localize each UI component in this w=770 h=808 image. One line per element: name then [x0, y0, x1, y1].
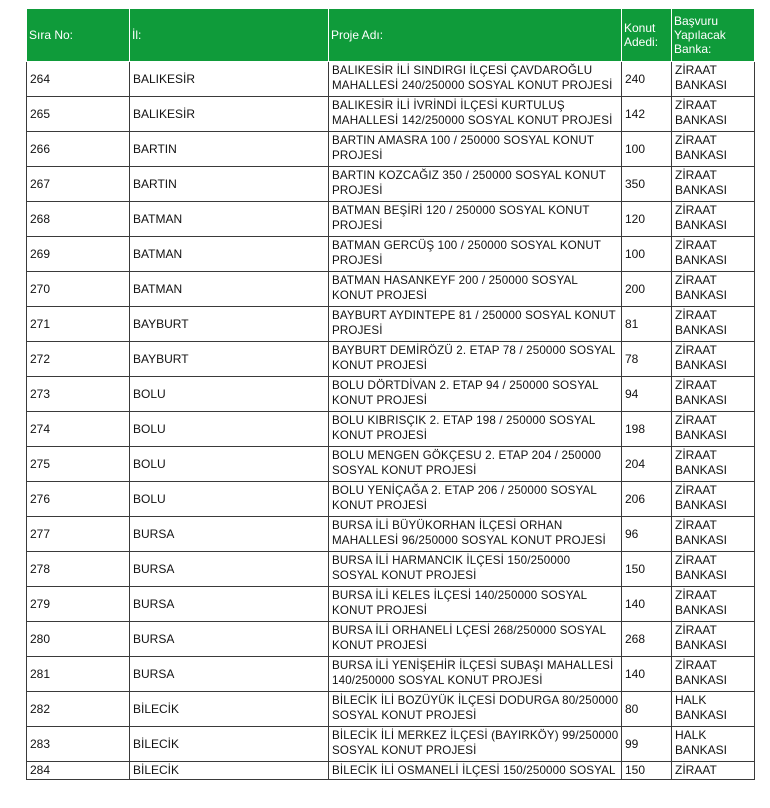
cell-banka: ZİRAAT BANKASI: [672, 622, 755, 657]
table-row: [27, 447, 755, 482]
cell-sira: 275: [27, 447, 130, 482]
cell-banka: ZİRAAT BANKASI: [672, 342, 755, 377]
cell-banka: HALK BANKASI: [672, 727, 755, 762]
table-row: [27, 167, 755, 202]
cell-sira: 284: [27, 762, 130, 780]
cell-proje: BİLECİK İLİ BOZÜYÜK İLÇESİ DODURGA 80/250000 SOSYAL KONUT PROJESİ: [329, 692, 622, 727]
cell-proje: BOLU KIBRISÇIK 2. ETAP 198 / 250000 SOSYAL KONUT PROJESİ: [329, 412, 622, 447]
cell-banka: ZİRAAT BANKASI: [672, 237, 755, 272]
header-il: İl:: [130, 9, 329, 62]
table-row: [27, 307, 755, 342]
cell-banka: ZİRAAT BANKASI: [672, 517, 755, 552]
cell-adet: 94: [622, 377, 672, 412]
cell-adet: 140: [622, 587, 672, 622]
cell-adet: 142: [622, 97, 672, 132]
cell-banka: ZİRAAT BANKASI: [672, 202, 755, 237]
header-row: [27, 9, 755, 62]
cell-banka: ZİRAAT BANKASI: [672, 482, 755, 517]
cell-banka: ZİRAAT BANKASI: [672, 552, 755, 587]
cell-adet: 78: [622, 342, 672, 377]
cell-proje: BARTIN KOZCAĞIZ 350 / 250000 SOSYAL KONUT PROJESİ: [329, 167, 622, 202]
header-konut-adedi: Konut Adedi:: [622, 9, 672, 62]
cell-adet: 150: [622, 762, 672, 780]
cell-il: BALIKESİR: [130, 62, 329, 97]
cell-il: BURSA: [130, 657, 329, 692]
table-header: [27, 9, 755, 62]
cell-banka: ZİRAAT BANKASI: [672, 97, 755, 132]
cell-adet: 100: [622, 132, 672, 167]
cell-banka: HALK BANKASI: [672, 692, 755, 727]
cell-adet: 81: [622, 307, 672, 342]
cell-adet: 204: [622, 447, 672, 482]
cell-sira: 273: [27, 377, 130, 412]
table-body: [27, 62, 755, 780]
header-basvuru-banka: Başvuru Yapılacak Banka:: [672, 9, 755, 62]
cell-banka: ZİRAAT BANKASI: [672, 62, 755, 97]
cell-sira: 282: [27, 692, 130, 727]
cell-sira: 281: [27, 657, 130, 692]
cell-il: BATMAN: [130, 237, 329, 272]
cell-sira: 269: [27, 237, 130, 272]
cell-banka: ZİRAAT BANKASI: [672, 587, 755, 622]
cell-sira: 278: [27, 552, 130, 587]
table-row: [27, 132, 755, 167]
table-row: [27, 727, 755, 762]
cell-proje: BURSA İLİ BÜYÜKORHAN İLÇESİ ORHAN MAHALLESİ 96/250000 SOSYAL KONUT PROJESİ: [329, 517, 622, 552]
table-row: [27, 517, 755, 552]
table-row: [27, 622, 755, 657]
cell-proje: BOLU MENGEN GÖKÇESU 2. ETAP 204 / 250000 SOSYAL KONUT PROJESİ: [329, 447, 622, 482]
cell-il: BOLU: [130, 447, 329, 482]
cell-proje: BİLECİK İLİ OSMANELİ İLÇESİ 150/250000 SOSYAL: [329, 762, 622, 780]
cell-sira: 265: [27, 97, 130, 132]
cell-banka: ZİRAAT BANKASI: [672, 447, 755, 482]
cell-il: BAYBURT: [130, 342, 329, 377]
cell-adet: 80: [622, 692, 672, 727]
cell-sira: 271: [27, 307, 130, 342]
table-row: [27, 342, 755, 377]
cell-adet: 96: [622, 517, 672, 552]
cell-proje: BAYBURT AYDINTEPE 81 / 250000 SOSYAL KONUT PROJESİ: [329, 307, 622, 342]
table-row: [27, 97, 755, 132]
cell-proje: BİLECİK İLİ MERKEZ İLÇESİ (BAYIRKÖY) 99/250000 SOSYAL KONUT PROJESİ: [329, 727, 622, 762]
cell-banka: ZİRAAT: [672, 762, 755, 780]
cell-il: BİLECİK: [130, 692, 329, 727]
cell-sira: 267: [27, 167, 130, 202]
table-row: [27, 377, 755, 412]
cell-sira: 280: [27, 622, 130, 657]
cell-proje: BAYBURT DEMİRÖZÜ 2. ETAP 78 / 250000 SOSYAL KONUT PROJESİ: [329, 342, 622, 377]
cell-sira: 266: [27, 132, 130, 167]
cell-proje: BATMAN BEŞİRİ 120 / 250000 SOSYAL KONUT PROJESİ: [329, 202, 622, 237]
cell-proje: BALIKESİR İLİ SINDIRGI İLÇESİ ÇAVDAROĞLU MAHALLESİ 240/250000 SOSYAL KONUT PROJESİ: [329, 62, 622, 97]
cell-sira: 277: [27, 517, 130, 552]
cell-adet: 206: [622, 482, 672, 517]
cell-sira: 279: [27, 587, 130, 622]
header-proje-adi: Proje Adı:: [329, 9, 622, 62]
cell-il: BURSA: [130, 517, 329, 552]
table-row: [27, 657, 755, 692]
cell-adet: 240: [622, 62, 672, 97]
table-row: [27, 692, 755, 727]
cell-il: BOLU: [130, 377, 329, 412]
cell-banka: ZİRAAT BANKASI: [672, 307, 755, 342]
cell-sira: 264: [27, 62, 130, 97]
cell-adet: 200: [622, 272, 672, 307]
cell-sira: 276: [27, 482, 130, 517]
cell-il: BOLU: [130, 482, 329, 517]
cell-banka: ZİRAAT BANKASI: [672, 132, 755, 167]
cell-adet: 99: [622, 727, 672, 762]
cell-sira: 274: [27, 412, 130, 447]
cell-sira: 283: [27, 727, 130, 762]
cell-adet: 268: [622, 622, 672, 657]
cell-il: BATMAN: [130, 272, 329, 307]
cell-adet: 198: [622, 412, 672, 447]
cell-il: BOLU: [130, 412, 329, 447]
cell-proje: BOLU DÖRTDİVAN 2. ETAP 94 / 250000 SOSYAL KONUT PROJESİ: [329, 377, 622, 412]
cell-adet: 120: [622, 202, 672, 237]
cell-banka: ZİRAAT BANKASI: [672, 167, 755, 202]
cell-proje: BATMAN HASANKEYF 200 / 250000 SOSYAL KONUT PROJESİ: [329, 272, 622, 307]
cell-il: BİLECİK: [130, 762, 329, 780]
table-row: [27, 587, 755, 622]
cell-proje: BATMAN GERCÜŞ 100 / 250000 SOSYAL KONUT PROJESİ: [329, 237, 622, 272]
table-row: [27, 237, 755, 272]
cell-sira: 270: [27, 272, 130, 307]
table-row: [27, 272, 755, 307]
cell-adet: 100: [622, 237, 672, 272]
cell-proje: BARTIN AMASRA 100 / 250000 SOSYAL KONUT PROJESİ: [329, 132, 622, 167]
cell-proje: BURSA İLİ HARMANCIK İLÇESİ 150/250000 SOSYAL KONUT PROJESİ: [329, 552, 622, 587]
table-row: [27, 412, 755, 447]
cell-proje: BURSA İLİ KELES İLÇESİ 140/250000 SOSYAL KONUT PROJESİ: [329, 587, 622, 622]
cell-banka: ZİRAAT BANKASI: [672, 657, 755, 692]
table-container: [26, 8, 754, 780]
cell-il: BURSA: [130, 587, 329, 622]
cell-il: BAYBURT: [130, 307, 329, 342]
cell-sira: 272: [27, 342, 130, 377]
cell-il: BURSA: [130, 552, 329, 587]
cell-il: BURSA: [130, 622, 329, 657]
table-row: [27, 762, 755, 780]
cell-proje: BALIKESİR İLİ İVRİNDİ İLÇESİ KURTULUŞ MAHALLESİ 142/250000 SOSYAL KONUT PROJESİ: [329, 97, 622, 132]
table-row: [27, 482, 755, 517]
table-row: [27, 202, 755, 237]
cell-sira: 268: [27, 202, 130, 237]
cell-adet: 350: [622, 167, 672, 202]
cell-adet: 140: [622, 657, 672, 692]
cell-il: BATMAN: [130, 202, 329, 237]
cell-proje: BOLU YENİÇAĞA 2. ETAP 206 / 250000 SOSYAL KONUT PROJESİ: [329, 482, 622, 517]
cell-proje: BURSA İLİ ORHANELİ LÇESİ 268/250000 SOSYAL KONUT PROJESİ: [329, 622, 622, 657]
header-sira-no: Sıra No:: [27, 9, 130, 62]
cell-il: BARTIN: [130, 167, 329, 202]
cell-il: BARTIN: [130, 132, 329, 167]
housing-projects-table: [26, 8, 755, 780]
table-row: [27, 62, 755, 97]
cell-adet: 150: [622, 552, 672, 587]
table-row: [27, 552, 755, 587]
cell-il: BİLECİK: [130, 727, 329, 762]
cell-banka: ZİRAAT BANKASI: [672, 412, 755, 447]
cell-banka: ZİRAAT BANKASI: [672, 377, 755, 412]
cell-proje: BURSA İLİ YENİŞEHİR İLÇESİ SUBAŞI MAHALLESİ 140/250000 SOSYAL KONUT PROJESİ: [329, 657, 622, 692]
cell-il: BALIKESİR: [130, 97, 329, 132]
cell-banka: ZİRAAT BANKASI: [672, 272, 755, 307]
